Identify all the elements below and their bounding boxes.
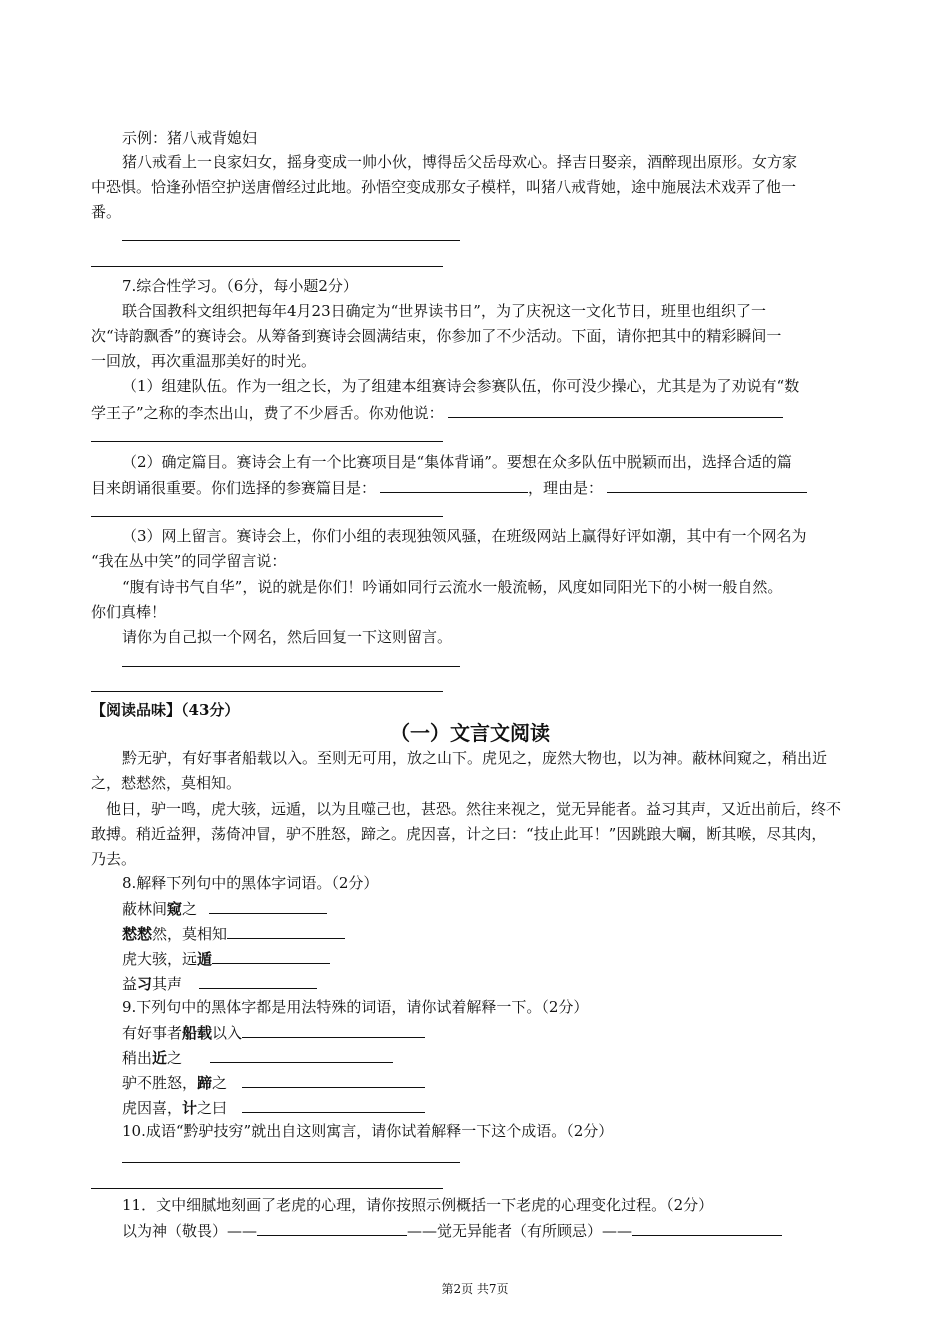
answer-line[interactable] [91, 516, 443, 517]
q7-part3: “腹有诗书气自华”，说的就是你们！吟诵如同行云流水一般流畅，风度如同阳光下的小树一般自然。 [122, 578, 783, 596]
q7-part3: “我在丛中笑”的同学留言说： [91, 552, 287, 570]
q8-title: 8.解释下列句中的黑体字词语。（2分） [122, 874, 379, 892]
answer-blank[interactable] [607, 477, 807, 493]
q7-intro: 次“诗韵飘香”的赛诗会。从筹备到赛诗会圆满结束，你参加了不少活动。下面，请你把其中的精彩瞬间一 [91, 327, 782, 345]
q9-item: 驴不胜怒，蹄之 [122, 1072, 425, 1093]
q7-part3: 你们真棒！ [91, 603, 167, 621]
passage-line: 黔无驴，有好事者船载以入。至则无可用，放之山下。虎见之，庞然大物也，以为神。蔽林间窥之，稍出近 [122, 749, 828, 767]
passage-line: 敢搏。稍近益狎，荡倚冲冒，驴不胜怒，蹄之。虎因喜，计之曰：“技止此耳！”因跳踉大㘎，断其喉，尽其肉， [91, 825, 827, 843]
q7-part1-prompt: 学王子”之称的李杰出山，费了不少唇舌。你劝他说： [91, 404, 444, 422]
q11-sequence: 以为神（敬畏）—— ——觉无异能者（有所顾忌）—— [122, 1220, 782, 1241]
q8-item: 虎大骇，远遁 [122, 948, 330, 969]
answer-blank[interactable] [257, 1220, 407, 1236]
q8-item: 益习其声 [122, 973, 317, 994]
q7-part3: （3）网上留言。赛诗会上，你们小组的表现独领风骚，在班级网站上赢得好评如潮，其中有一个网名为 [122, 527, 807, 545]
answer-blank[interactable] [209, 898, 327, 914]
q7-intro: 联合国教科文组织把每年4月23日确定为“世界读书日”，为了庆祝这一文化节日，班里也组织了一 [122, 302, 766, 320]
answer-line[interactable] [91, 441, 443, 442]
answer-blank[interactable] [242, 1072, 425, 1088]
section-title: （一）文言文阅读 [390, 721, 550, 745]
reading-header: 【阅读品味】（43分） [91, 701, 240, 719]
q7-part2 [91, 477, 807, 498]
q9-item: 稍出近之 [122, 1047, 393, 1068]
q7-part2: （2）确定篇目。赛诗会上有一个比赛项目是“集体背诵”。要想在众多队伍中脱颖而出，选择合适的篇 [122, 453, 792, 471]
answer-blank[interactable] [212, 948, 330, 964]
answer-line[interactable] [91, 691, 443, 692]
answer-line[interactable] [91, 1188, 443, 1189]
passage-line: 乃去。 [91, 850, 137, 868]
answer-blank[interactable] [448, 402, 783, 418]
q7-part3: 请你为自己拟一个网名，然后回复一下这则留言。 [122, 628, 453, 646]
q7-part2-reason: ，理由是： [528, 479, 604, 497]
page-number: 第2页 共7页 [441, 1282, 509, 1296]
q9-title: 9.下列句中的黑体字都是用法特殊的词语，请你试着解释一下。（2分） [122, 998, 589, 1016]
answer-blank[interactable] [210, 1047, 393, 1063]
q9-item: 虎因喜，计之曰 [122, 1097, 425, 1118]
q11-title: 11．文中细腻地刻画了老虎的心理，请你按照示例概括一下老虎的心理变化过程。（2分） [122, 1196, 714, 1214]
q7-intro: 一回放，再次重温那美好的时光。 [91, 352, 317, 370]
q9-item: 有好事者船载以入 [122, 1022, 425, 1043]
answer-line[interactable] [122, 240, 460, 241]
answer-line[interactable] [122, 1162, 460, 1163]
answer-blank[interactable] [242, 1022, 425, 1038]
passage-line: 之，慭慭然，莫相知。 [91, 774, 242, 792]
q8-item: 慭慭然，莫相知 [122, 923, 345, 944]
example-line: 中恐惧。恰逢孙悟空护送唐僧经过此地。孙悟空变成那女子模样，叫猪八戒背她，途中施展法术戏弄了他一 [91, 178, 797, 196]
example-label: 示例：猪八戒背媳妇 [122, 129, 258, 147]
example-line: 番。 [91, 203, 122, 221]
answer-blank[interactable] [227, 923, 345, 939]
answer-line[interactable] [122, 666, 460, 667]
q8-item: 蔽林间窥之 [122, 898, 327, 919]
answer-line[interactable] [91, 266, 443, 267]
q10-title: 10.成语“黔驴技穷”就出自这则寓言，请你试着解释一下这个成语。（2分） [122, 1122, 614, 1140]
answer-blank[interactable] [632, 1220, 782, 1236]
answer-blank[interactable] [199, 973, 317, 989]
example-line: 猪八戒看上一良家妇女，摇身变成一帅小伙，博得岳父岳母欢心。择吉日娶亲，酒醉现出原形。女方家 [122, 153, 798, 171]
answer-blank[interactable] [380, 477, 528, 493]
q7-part1: （1）组建队伍。作为一组之长，为了组建本组赛诗会参赛队伍，你可没少操心，尤其是为了劝说有“数 [122, 377, 800, 395]
q7-title: 7.综合性学习。（6分，每小题2分） [122, 277, 358, 295]
q7-part2-prompt: 目来朗诵很重要。你们选择的参赛篇目是： [91, 479, 377, 497]
q7-part1 [91, 402, 783, 423]
answer-blank[interactable] [242, 1097, 425, 1113]
passage-line: 他日，驴一鸣，虎大骇，远遁，以为且噬己也，甚恐。然往来视之，觉无异能者。益习其声，又近出前后，终不 [106, 800, 842, 818]
